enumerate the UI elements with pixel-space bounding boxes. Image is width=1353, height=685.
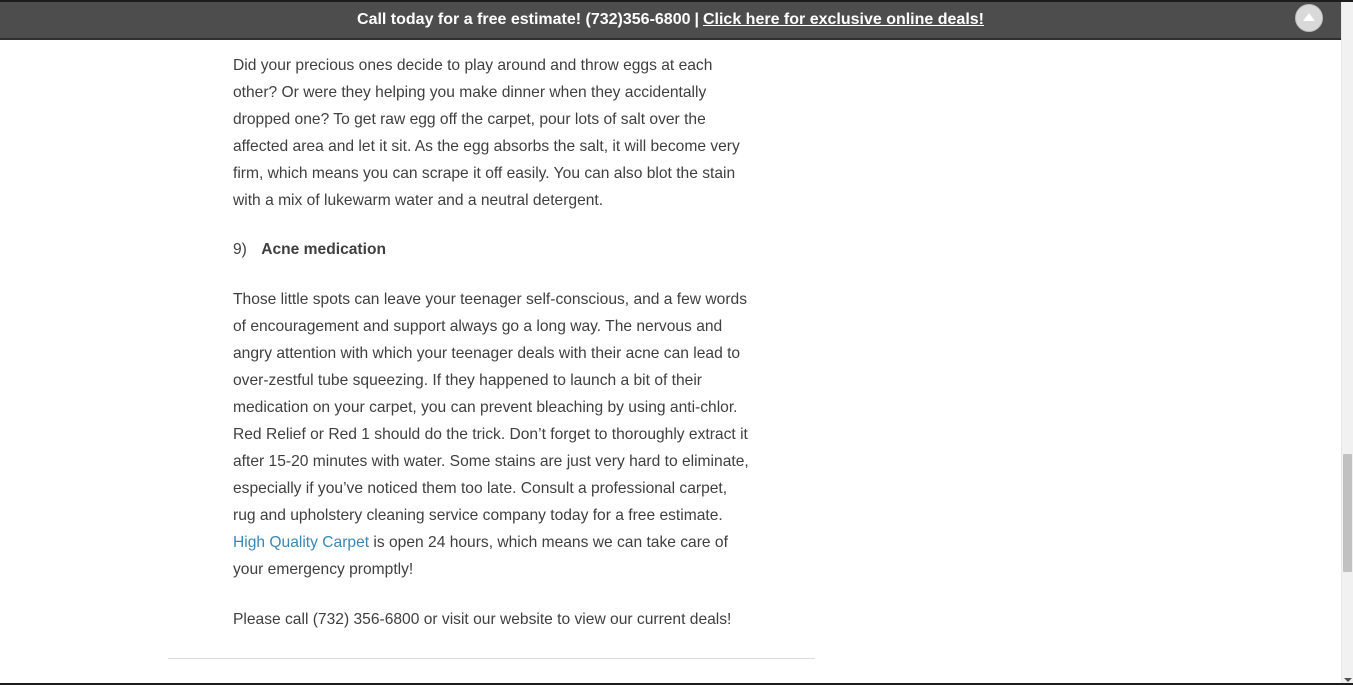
promo-separator: |	[694, 11, 699, 28]
vertical-scrollbar[interactable]	[1341, 2, 1353, 685]
article-content	[233, 52, 753, 633]
article-paragraph: Did your precious ones decide to play around and throw eggs at each other? Or were they helping you make dinner when they accidentally dropped one? To get raw egg off the carpet, pour lots of salt over the affected area and let it sit. As the egg absorbs the salt, it will become very firm, which means you can scrape it off easily. You can also blot the stain with a mix of lukewarm water and a neutral detergent.	[233, 57, 740, 209]
promo-call-text: Call today for a free estimate! (732)356-6800	[357, 11, 691, 28]
section-number: 9)	[233, 241, 247, 258]
content-divider	[168, 658, 815, 659]
scrollbar-thumb[interactable]	[1343, 454, 1352, 572]
section-title: Acne medication	[261, 241, 386, 258]
exclusive-deals-link[interactable]: Click here for exclusive online deals!	[702, 11, 984, 28]
high-quality-carpet-link[interactable]: High Quality Carpet	[233, 534, 370, 551]
paragraph-text: is open 24 hours, which means we can take care of your emergency promptly!	[233, 534, 728, 578]
scroll-to-top-button[interactable]	[1295, 4, 1323, 32]
paragraph-text: Those little spots can leave your teenager self-conscious, and a few words of encouragement and support always go a long way. The nervous and angry attention with which your teenager deals with their acne can lead to over-zestful tube squeezing. If they happened to launch a bit of their medication on your carpet, you can prevent bleaching by using anti-chlor. Red Relief or Red 1 should do the trick. Don’t forget to thoroughly extract it after 15-20 minutes with water. Some stains are just very hard to eliminate, especially if you’ve noticed them too late. Consult a professional carpet, rug and upholstery cleaning service company today for a free estimate.	[233, 291, 749, 524]
section-heading	[233, 236, 753, 263]
chevron-up-icon	[1302, 9, 1316, 27]
call-to-action-paragraph: Please call (732) 356-6800 or visit our website to view our current deals!	[233, 611, 732, 628]
article-paragraph	[233, 286, 753, 583]
scroll-down-arrow-icon[interactable]	[1344, 678, 1352, 682]
promo-banner	[0, 2, 1341, 40]
